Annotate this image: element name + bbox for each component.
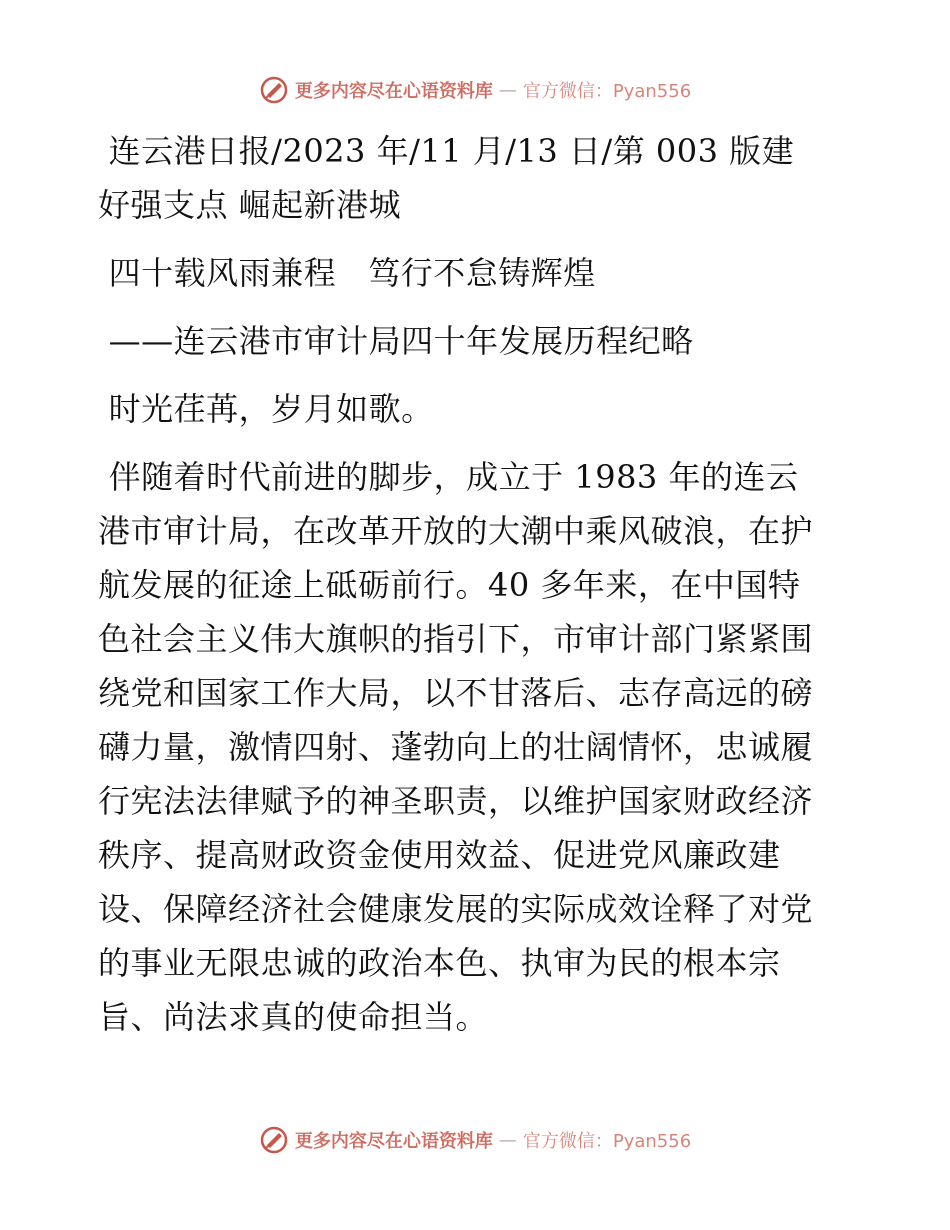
watermark-prefix: 更多内容尽在心语资料库 — [294, 81, 493, 102]
opening-line: 时光荏苒，岁月如歌。 — [98, 390, 434, 428]
pen-seal-icon — [259, 75, 289, 105]
paragraph-line: 航发展的征途上砥砺前行。40 多年来，在中国特 — [98, 566, 801, 604]
pen-seal-icon — [259, 1125, 289, 1155]
article-subtitle: ——连云港市审计局四十年发展历程纪略 — [98, 322, 694, 360]
paragraph-line: 行宪法法律赋予的神圣职责，以维护国家财政经济 — [98, 782, 814, 820]
paragraph-line: 礴力量，激情四射、蓬勃向上的壮阔情怀，忠诚履 — [98, 728, 814, 766]
watermark-separator: — — [498, 79, 517, 101]
watermark-suffix: 官方微信：Pyan556 — [522, 81, 692, 102]
document-body — [98, 124, 850, 1044]
header-line: 好强支点 崛起新港城 — [98, 186, 402, 224]
paragraph-line: 伴随着时代前进的脚步，成立于 1983 年的连云 — [98, 458, 799, 496]
article-title: 四十载风雨兼程 笃行不怠铸辉煌 — [98, 254, 596, 292]
watermark-bottom — [0, 1120, 950, 1160]
paragraph-line: 秩序、提高财政资金使用效益、促进党风廉政建 — [98, 836, 781, 874]
paragraph-line: 港市审计局，在改革开放的大潮中乘风破浪，在护 — [98, 512, 814, 550]
watermark-top — [0, 70, 950, 110]
paragraph-line: 的事业无限忠诚的政治本色、执审为民的根本宗 — [98, 944, 781, 982]
main-paragraph — [98, 450, 850, 1044]
paragraph-line: 绕党和国家工作大局，以不甘落后、志存高远的磅 — [98, 674, 814, 712]
paragraph-line: 设、保障经济社会健康发展的实际成效诠释了对党 — [98, 890, 814, 928]
header-line: 连云港日报/2023 年/11 月/13 日/第 003 版建 — [98, 132, 795, 170]
watermark-separator: — — [498, 1129, 517, 1151]
watermark-prefix: 更多内容尽在心语资料库 — [294, 1131, 493, 1152]
paragraph-line: 色社会主义伟大旗帜的指引下，市审计部门紧紧围 — [98, 620, 814, 658]
watermark-suffix: 官方微信：Pyan556 — [522, 1131, 692, 1152]
paragraph-line: 旨、尚法求真的使命担当。 — [98, 998, 489, 1036]
article-header — [98, 124, 850, 232]
